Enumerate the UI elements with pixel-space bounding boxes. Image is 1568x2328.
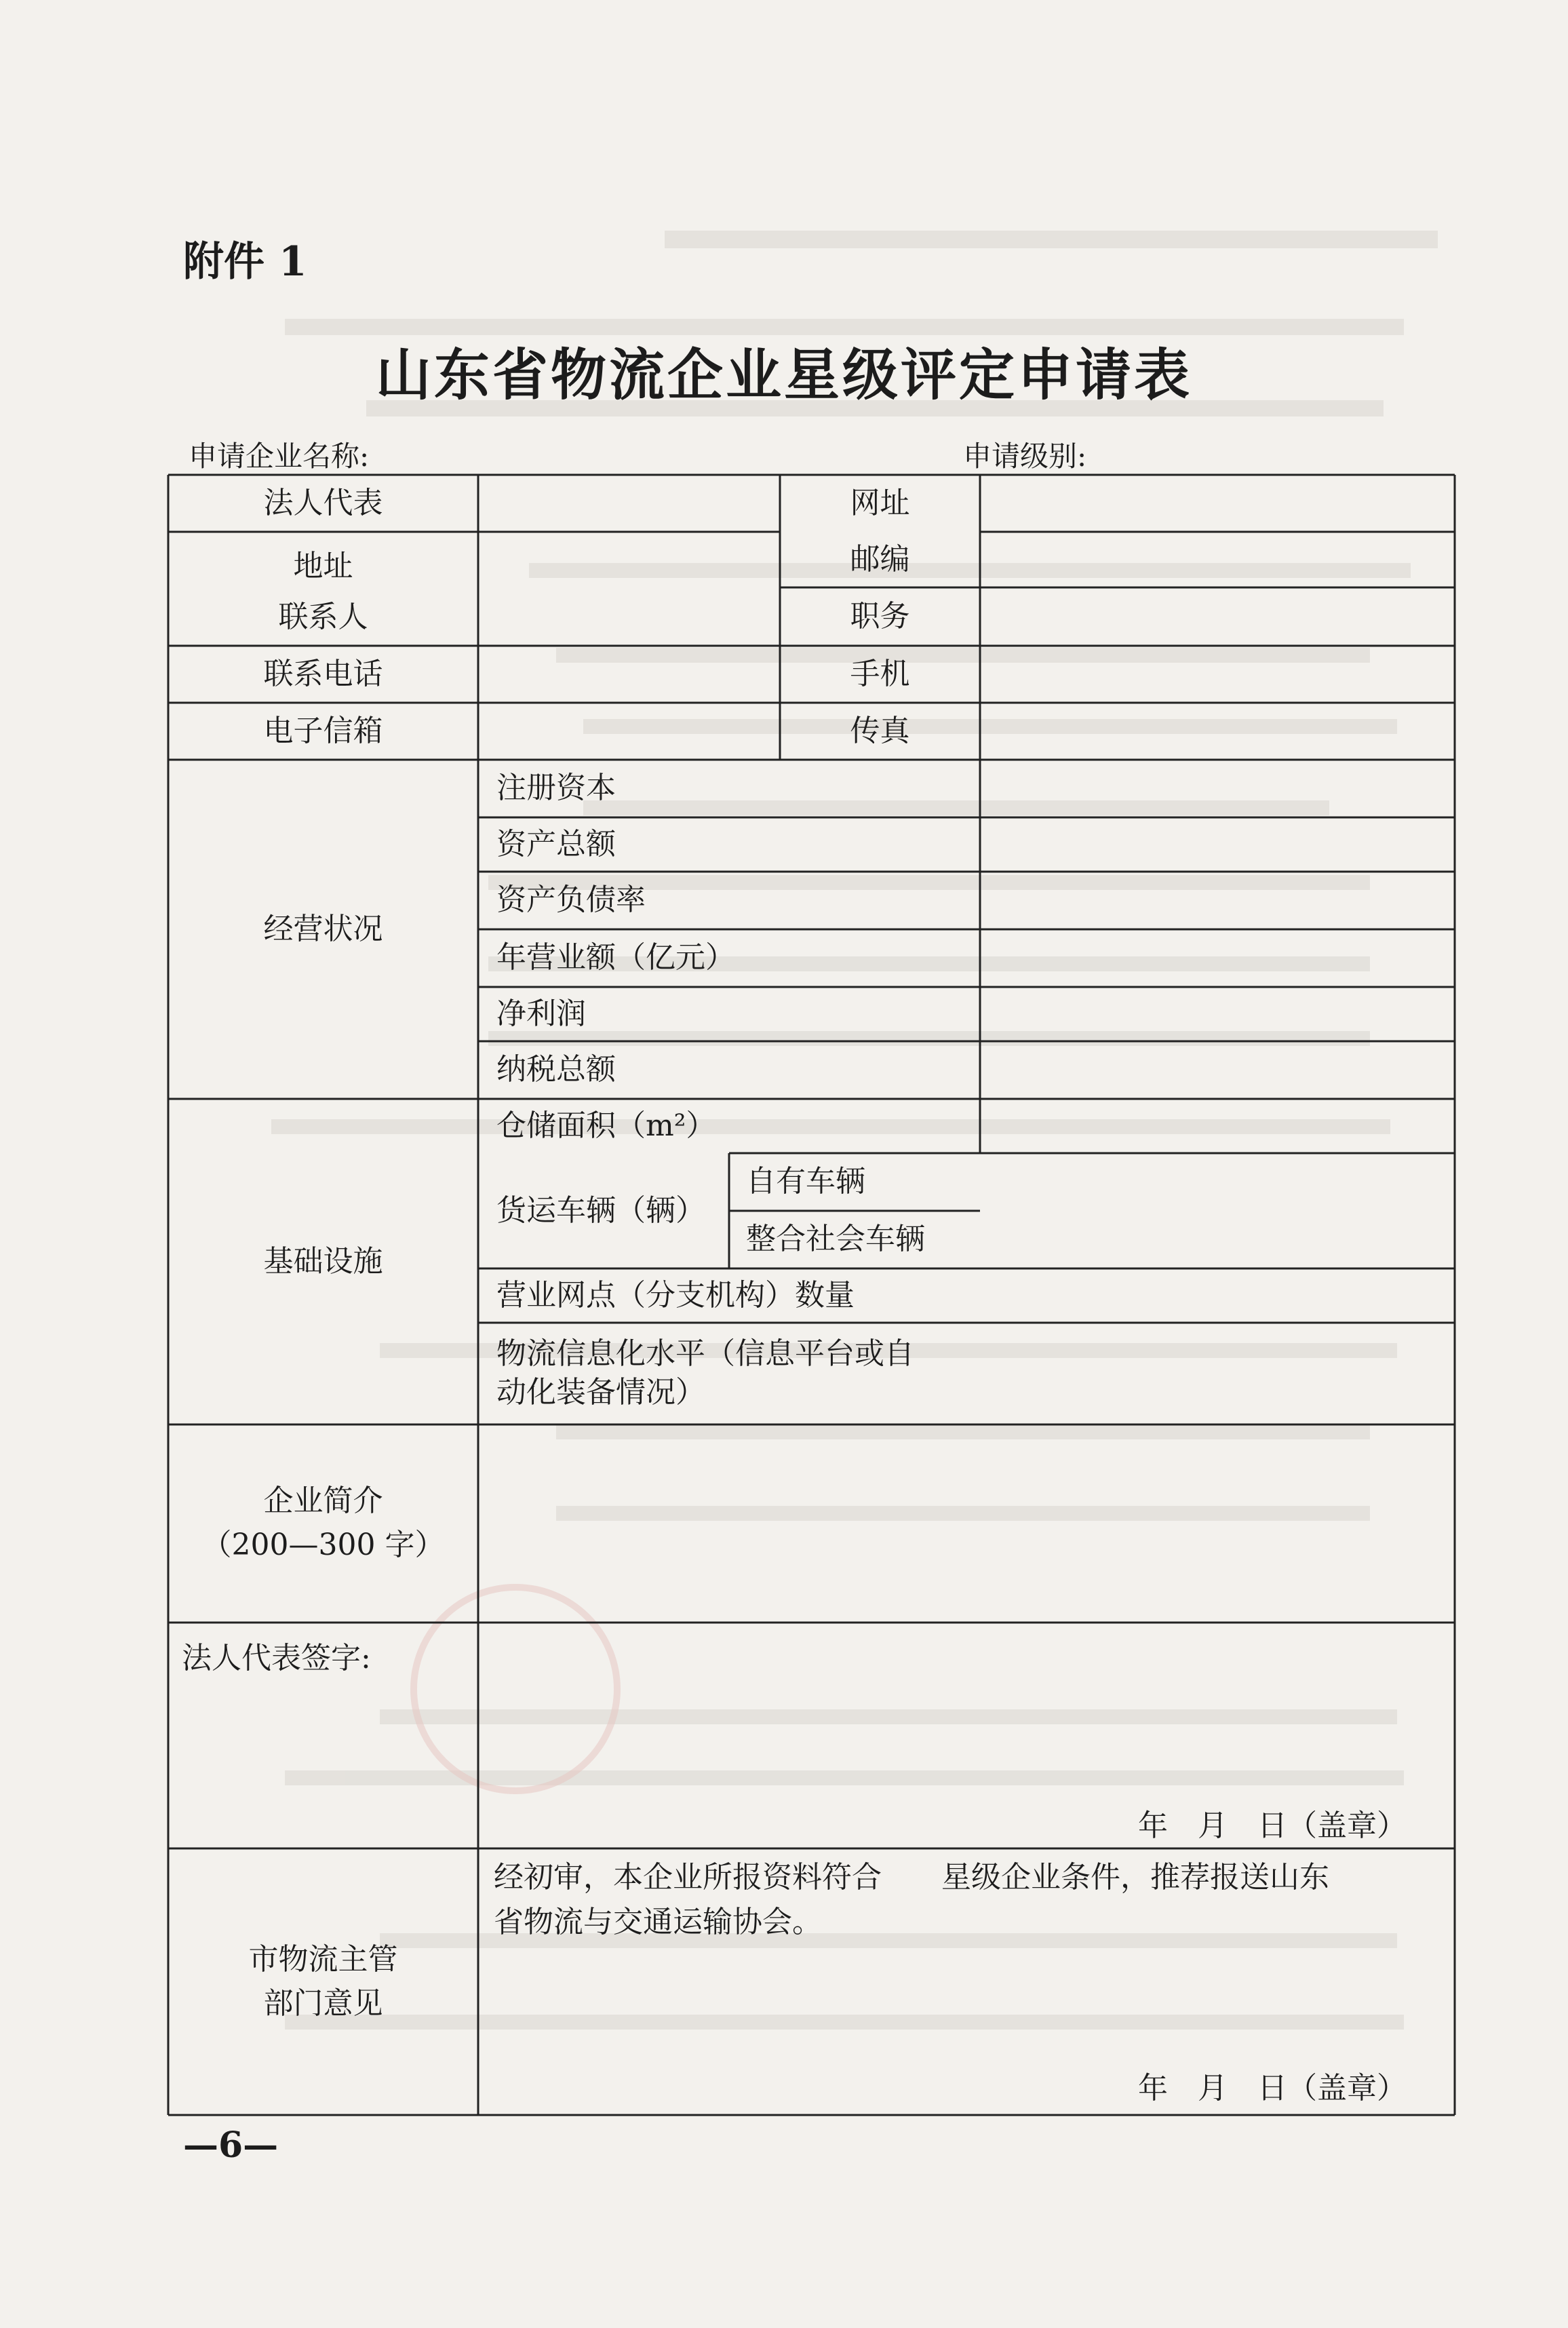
position-label: 职务 [850,598,910,634]
registered-capital-label: 注册资本 [496,771,616,806]
legal-rep-signature-label: 法人代表签字: [182,1641,371,1675]
operating-status-label: 经营状况 [263,911,383,946]
net-profit-label: 净利润 [496,996,586,1031]
opinion-date-seal: 年 月 日（盖章） [1138,2071,1407,2106]
outlets-label: 营业网点（分支机构）数量 [496,1277,855,1313]
postcode-label: 邮编 [850,541,910,577]
address-label: 地址 [293,548,353,583]
document-title: 山东省物流企业星级评定申请表 [375,343,1192,408]
opinion-text-line2: 省物流与交通运输协会。 [494,1905,822,1939]
phone-label: 联系电话 [263,656,383,691]
email-label: 电子信箱 [263,713,383,748]
signature-date-seal: 年 月 日（盖章） [1138,1808,1407,1843]
city-dept-line2: 部门意见 [263,1985,383,2021]
it-level-label [496,1324,1175,1423]
opinion-text [494,1855,1329,1945]
integrated-vehicles-label: 整合社会车辆 [746,1222,925,1257]
total-tax-label: 纳税总额 [496,1052,616,1087]
fax-label: 传真 [850,713,910,748]
opinion-text-line1: 经初审，本企业所报资料符合 星级企业条件，推荐报送山东 [494,1860,1329,1895]
website-label: 网址 [850,485,910,520]
profile-word-count: （200—300 字） [201,1528,445,1562]
applicant-level-label: 申请级别: [963,440,1087,473]
company-profile-label [170,1426,477,1621]
total-assets-label: 资产总额 [496,826,616,861]
legal-rep-label: 法人代表 [263,485,383,520]
city-dept-line1: 市物流主管 [248,1941,398,1977]
attachment-label: 附件 1 [183,238,307,286]
profile-title: 企业简介 [263,1483,383,1519]
warehouse-area-label: 仓储面积（m²） [496,1108,716,1143]
own-vehicles-label: 自有车辆 [746,1164,865,1199]
freight-vehicles-label: 货运车辆（辆） [496,1192,705,1228]
it-level-line1: 物流信息化水平（信息平台或自 [496,1336,914,1372]
applicant-name-label: 申请企业名称: [189,440,370,473]
annual-revenue-label: 年营业额（亿元） [496,940,735,975]
mobile-label: 手机 [850,656,910,691]
infrastructure-label: 基础设施 [263,1243,383,1279]
contact-label: 联系人 [278,599,368,634]
it-level-line2: 动化装备情况） [496,1375,705,1410]
debt-ratio-label: 资产负债率 [496,882,646,918]
page-number: —6— [183,2125,279,2166]
city-dept-opinion-label [170,1850,477,2114]
